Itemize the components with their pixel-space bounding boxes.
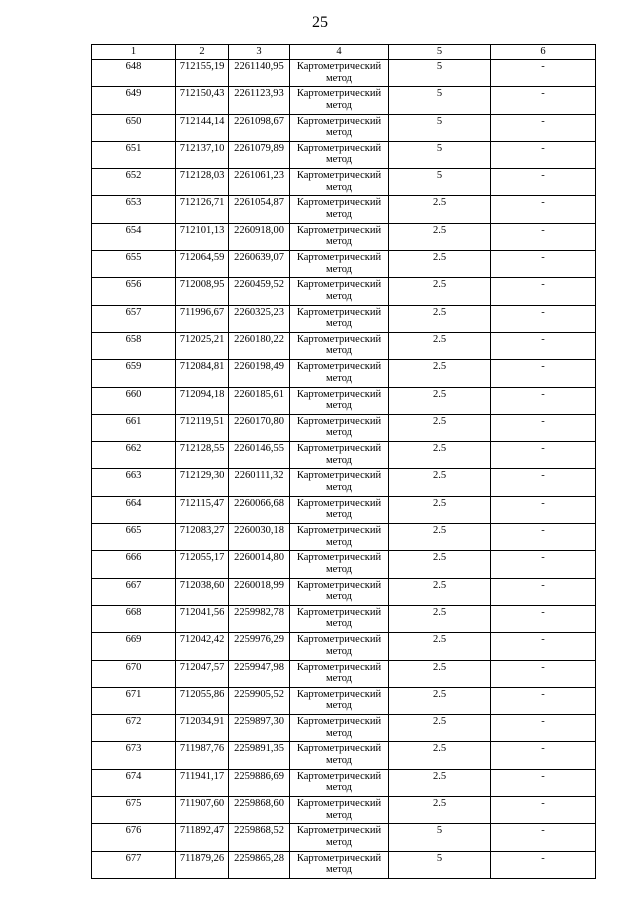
table-row: [92, 332, 596, 359]
accuracy-cell: 5: [389, 824, 491, 851]
y-coordinate-cell: 2259868,60: [229, 797, 290, 824]
x-coordinate-cell: 712055,86: [176, 687, 229, 714]
accuracy-cell: 2.5: [389, 251, 491, 278]
accuracy-cell: 2.5: [389, 305, 491, 332]
note-cell: -: [491, 360, 596, 387]
x-coordinate-cell: 712038,60: [176, 578, 229, 605]
point-number-cell: 656: [92, 278, 176, 305]
x-coordinate-cell: 712047,57: [176, 660, 229, 687]
accuracy-cell: 2.5: [389, 360, 491, 387]
x-coordinate-cell: 712041,56: [176, 605, 229, 632]
table-row: [92, 742, 596, 769]
point-number-cell: 658: [92, 332, 176, 359]
table-row: [92, 60, 596, 87]
y-coordinate-cell: 2260146,55: [229, 442, 290, 469]
y-coordinate-cell: 2259886,69: [229, 769, 290, 796]
x-coordinate-cell: 712042,42: [176, 633, 229, 660]
point-number-cell: 659: [92, 360, 176, 387]
note-cell: -: [491, 114, 596, 141]
note-cell: -: [491, 660, 596, 687]
method-cell: Картометрический метод: [290, 305, 389, 332]
method-cell: Картометрический метод: [290, 87, 389, 114]
note-cell: -: [491, 223, 596, 250]
note-cell: -: [491, 797, 596, 824]
accuracy-cell: 2.5: [389, 469, 491, 496]
point-number-cell: 661: [92, 414, 176, 441]
y-coordinate-cell: 2260459,52: [229, 278, 290, 305]
note-cell: -: [491, 196, 596, 223]
table-row: [92, 360, 596, 387]
x-coordinate-cell: 712155,19: [176, 60, 229, 87]
point-number-cell: 670: [92, 660, 176, 687]
x-coordinate-cell: 712128,55: [176, 442, 229, 469]
x-coordinate-cell: 712119,51: [176, 414, 229, 441]
x-coordinate-cell: 712101,13: [176, 223, 229, 250]
accuracy-cell: 2.5: [389, 660, 491, 687]
method-cell: Картометрический метод: [290, 496, 389, 523]
point-number-cell: 666: [92, 551, 176, 578]
table-row: [92, 114, 596, 141]
accuracy-cell: 2.5: [389, 278, 491, 305]
accuracy-cell: 5: [389, 169, 491, 196]
accuracy-cell: 2.5: [389, 196, 491, 223]
note-cell: -: [491, 387, 596, 414]
point-number-cell: 668: [92, 605, 176, 632]
note-cell: -: [491, 524, 596, 551]
note-cell: -: [491, 687, 596, 714]
y-coordinate-cell: 2261054,87: [229, 196, 290, 223]
y-coordinate-cell: 2259868,52: [229, 824, 290, 851]
x-coordinate-cell: 712126,71: [176, 196, 229, 223]
method-cell: Картометрический метод: [290, 769, 389, 796]
point-number-cell: 669: [92, 633, 176, 660]
y-coordinate-cell: 2260180,22: [229, 332, 290, 359]
accuracy-cell: 2.5: [389, 769, 491, 796]
x-coordinate-cell: 711892,47: [176, 824, 229, 851]
x-coordinate-cell: 712064,59: [176, 251, 229, 278]
x-coordinate-cell: 712084,81: [176, 360, 229, 387]
page-number: 25: [312, 14, 328, 31]
column-header: 3: [229, 45, 290, 60]
point-number-cell: 675: [92, 797, 176, 824]
x-coordinate-cell: 712094,18: [176, 387, 229, 414]
point-number-cell: 674: [92, 769, 176, 796]
method-cell: Картометрический метод: [290, 469, 389, 496]
table-row: [92, 578, 596, 605]
note-cell: -: [491, 141, 596, 168]
method-cell: Картометрический метод: [290, 824, 389, 851]
y-coordinate-cell: 2259897,30: [229, 715, 290, 742]
y-coordinate-cell: 2261079,89: [229, 141, 290, 168]
table-row: [92, 824, 596, 851]
y-coordinate-cell: 2261140,95: [229, 60, 290, 87]
note-cell: -: [491, 414, 596, 441]
column-header: 6: [491, 45, 596, 60]
y-coordinate-cell: 2260918,00: [229, 223, 290, 250]
note-cell: -: [491, 305, 596, 332]
table-row: [92, 524, 596, 551]
accuracy-cell: 2.5: [389, 605, 491, 632]
column-header: 1: [92, 45, 176, 60]
y-coordinate-cell: 2259976,29: [229, 633, 290, 660]
table-row: [92, 305, 596, 332]
method-cell: Картометрический метод: [290, 715, 389, 742]
x-coordinate-cell: 712150,43: [176, 87, 229, 114]
method-cell: Картометрический метод: [290, 387, 389, 414]
method-cell: Картометрический метод: [290, 332, 389, 359]
x-coordinate-cell: 711907,60: [176, 797, 229, 824]
table-row: [92, 496, 596, 523]
x-coordinate-cell: 712008,95: [176, 278, 229, 305]
table-row: [92, 851, 596, 878]
accuracy-cell: 2.5: [389, 387, 491, 414]
x-coordinate-cell: 712128,03: [176, 169, 229, 196]
method-cell: Картометрический метод: [290, 633, 389, 660]
method-cell: Картометрический метод: [290, 687, 389, 714]
y-coordinate-cell: 2260030,18: [229, 524, 290, 551]
y-coordinate-cell: 2260014,80: [229, 551, 290, 578]
accuracy-cell: 2.5: [389, 715, 491, 742]
table-row: [92, 442, 596, 469]
note-cell: -: [491, 551, 596, 578]
point-number-cell: 648: [92, 60, 176, 87]
y-coordinate-cell: 2260066,68: [229, 496, 290, 523]
point-number-cell: 672: [92, 715, 176, 742]
y-coordinate-cell: 2260198,49: [229, 360, 290, 387]
point-number-cell: 665: [92, 524, 176, 551]
accuracy-cell: 2.5: [389, 496, 491, 523]
method-cell: Картометрический метод: [290, 660, 389, 687]
x-coordinate-cell: 712115,47: [176, 496, 229, 523]
x-coordinate-cell: 712025,21: [176, 332, 229, 359]
point-number-cell: 657: [92, 305, 176, 332]
method-cell: Картометрический метод: [290, 196, 389, 223]
x-coordinate-cell: 712055,17: [176, 551, 229, 578]
column-header: 5: [389, 45, 491, 60]
point-number-cell: 655: [92, 251, 176, 278]
table-row: [92, 414, 596, 441]
accuracy-cell: 5: [389, 60, 491, 87]
accuracy-cell: 2.5: [389, 687, 491, 714]
method-cell: Картометрический метод: [290, 851, 389, 878]
note-cell: -: [491, 578, 596, 605]
y-coordinate-cell: 2261098,67: [229, 114, 290, 141]
x-coordinate-cell: 711879,26: [176, 851, 229, 878]
coordinates-table: [91, 44, 596, 879]
method-cell: Картометрический метод: [290, 278, 389, 305]
method-cell: Картометрический метод: [290, 114, 389, 141]
note-cell: -: [491, 251, 596, 278]
method-cell: Картометрический метод: [290, 742, 389, 769]
point-number-cell: 652: [92, 169, 176, 196]
note-cell: -: [491, 742, 596, 769]
accuracy-cell: 2.5: [389, 797, 491, 824]
point-number-cell: 677: [92, 851, 176, 878]
y-coordinate-cell: 2259865,28: [229, 851, 290, 878]
method-cell: Картометрический метод: [290, 414, 389, 441]
y-coordinate-cell: 2259982,78: [229, 605, 290, 632]
table-row: [92, 715, 596, 742]
y-coordinate-cell: 2260018,99: [229, 578, 290, 605]
point-number-cell: 667: [92, 578, 176, 605]
accuracy-cell: 5: [389, 141, 491, 168]
table-row: [92, 660, 596, 687]
point-number-cell: 654: [92, 223, 176, 250]
note-cell: -: [491, 715, 596, 742]
method-cell: Картометрический метод: [290, 578, 389, 605]
accuracy-cell: 5: [389, 87, 491, 114]
note-cell: -: [491, 769, 596, 796]
table-row: [92, 797, 596, 824]
table-row: [92, 551, 596, 578]
accuracy-cell: 2.5: [389, 551, 491, 578]
accuracy-cell: 2.5: [389, 742, 491, 769]
table-row: [92, 387, 596, 414]
y-coordinate-cell: 2260325,23: [229, 305, 290, 332]
point-number-cell: 673: [92, 742, 176, 769]
y-coordinate-cell: 2259891,35: [229, 742, 290, 769]
point-number-cell: 653: [92, 196, 176, 223]
table-row: [92, 169, 596, 196]
note-cell: -: [491, 332, 596, 359]
table-row: [92, 87, 596, 114]
y-coordinate-cell: 2260639,07: [229, 251, 290, 278]
table-row: [92, 605, 596, 632]
method-cell: Картометрический метод: [290, 251, 389, 278]
table-row: [92, 633, 596, 660]
table-row: [92, 469, 596, 496]
x-coordinate-cell: 712129,30: [176, 469, 229, 496]
accuracy-cell: 2.5: [389, 578, 491, 605]
x-coordinate-cell: 711987,76: [176, 742, 229, 769]
method-cell: Картометрический метод: [290, 442, 389, 469]
method-cell: Картометрический метод: [290, 524, 389, 551]
point-number-cell: 650: [92, 114, 176, 141]
table-row: [92, 769, 596, 796]
note-cell: -: [491, 605, 596, 632]
x-coordinate-cell: 711941,17: [176, 769, 229, 796]
x-coordinate-cell: 712083,27: [176, 524, 229, 551]
y-coordinate-cell: 2259905,52: [229, 687, 290, 714]
x-coordinate-cell: 712137,10: [176, 141, 229, 168]
y-coordinate-cell: 2260185,61: [229, 387, 290, 414]
method-cell: Картометрический метод: [290, 360, 389, 387]
column-header: 4: [290, 45, 389, 60]
point-number-cell: 651: [92, 141, 176, 168]
accuracy-cell: 2.5: [389, 442, 491, 469]
accuracy-cell: 2.5: [389, 223, 491, 250]
table-row: [92, 223, 596, 250]
method-cell: Картометрический метод: [290, 60, 389, 87]
method-cell: Картометрический метод: [290, 141, 389, 168]
note-cell: -: [491, 824, 596, 851]
note-cell: -: [491, 87, 596, 114]
note-cell: -: [491, 851, 596, 878]
column-header: 2: [176, 45, 229, 60]
note-cell: -: [491, 278, 596, 305]
note-cell: -: [491, 442, 596, 469]
y-coordinate-cell: 2260170,80: [229, 414, 290, 441]
point-number-cell: 662: [92, 442, 176, 469]
note-cell: -: [491, 496, 596, 523]
table-row: [92, 141, 596, 168]
point-number-cell: 660: [92, 387, 176, 414]
note-cell: -: [491, 60, 596, 87]
point-number-cell: 663: [92, 469, 176, 496]
note-cell: -: [491, 469, 596, 496]
accuracy-cell: 2.5: [389, 524, 491, 551]
accuracy-cell: 2.5: [389, 633, 491, 660]
method-cell: Картометрический метод: [290, 605, 389, 632]
table-row: [92, 278, 596, 305]
point-number-cell: 671: [92, 687, 176, 714]
method-cell: Картометрический метод: [290, 169, 389, 196]
y-coordinate-cell: 2260111,32: [229, 469, 290, 496]
note-cell: -: [491, 169, 596, 196]
y-coordinate-cell: 2259947,98: [229, 660, 290, 687]
y-coordinate-cell: 2261061,23: [229, 169, 290, 196]
method-cell: Картометрический метод: [290, 797, 389, 824]
method-cell: Картометрический метод: [290, 223, 389, 250]
point-number-cell: 676: [92, 824, 176, 851]
accuracy-cell: 2.5: [389, 332, 491, 359]
accuracy-cell: 5: [389, 851, 491, 878]
x-coordinate-cell: 712144,14: [176, 114, 229, 141]
note-cell: -: [491, 633, 596, 660]
table-row: [92, 196, 596, 223]
table-header-row: [92, 45, 596, 60]
point-number-cell: 664: [92, 496, 176, 523]
y-coordinate-cell: 2261123,93: [229, 87, 290, 114]
method-cell: Картометрический метод: [290, 551, 389, 578]
accuracy-cell: 2.5: [389, 414, 491, 441]
x-coordinate-cell: 711996,67: [176, 305, 229, 332]
table-row: [92, 251, 596, 278]
accuracy-cell: 5: [389, 114, 491, 141]
x-coordinate-cell: 712034,91: [176, 715, 229, 742]
point-number-cell: 649: [92, 87, 176, 114]
table-row: [92, 687, 596, 714]
